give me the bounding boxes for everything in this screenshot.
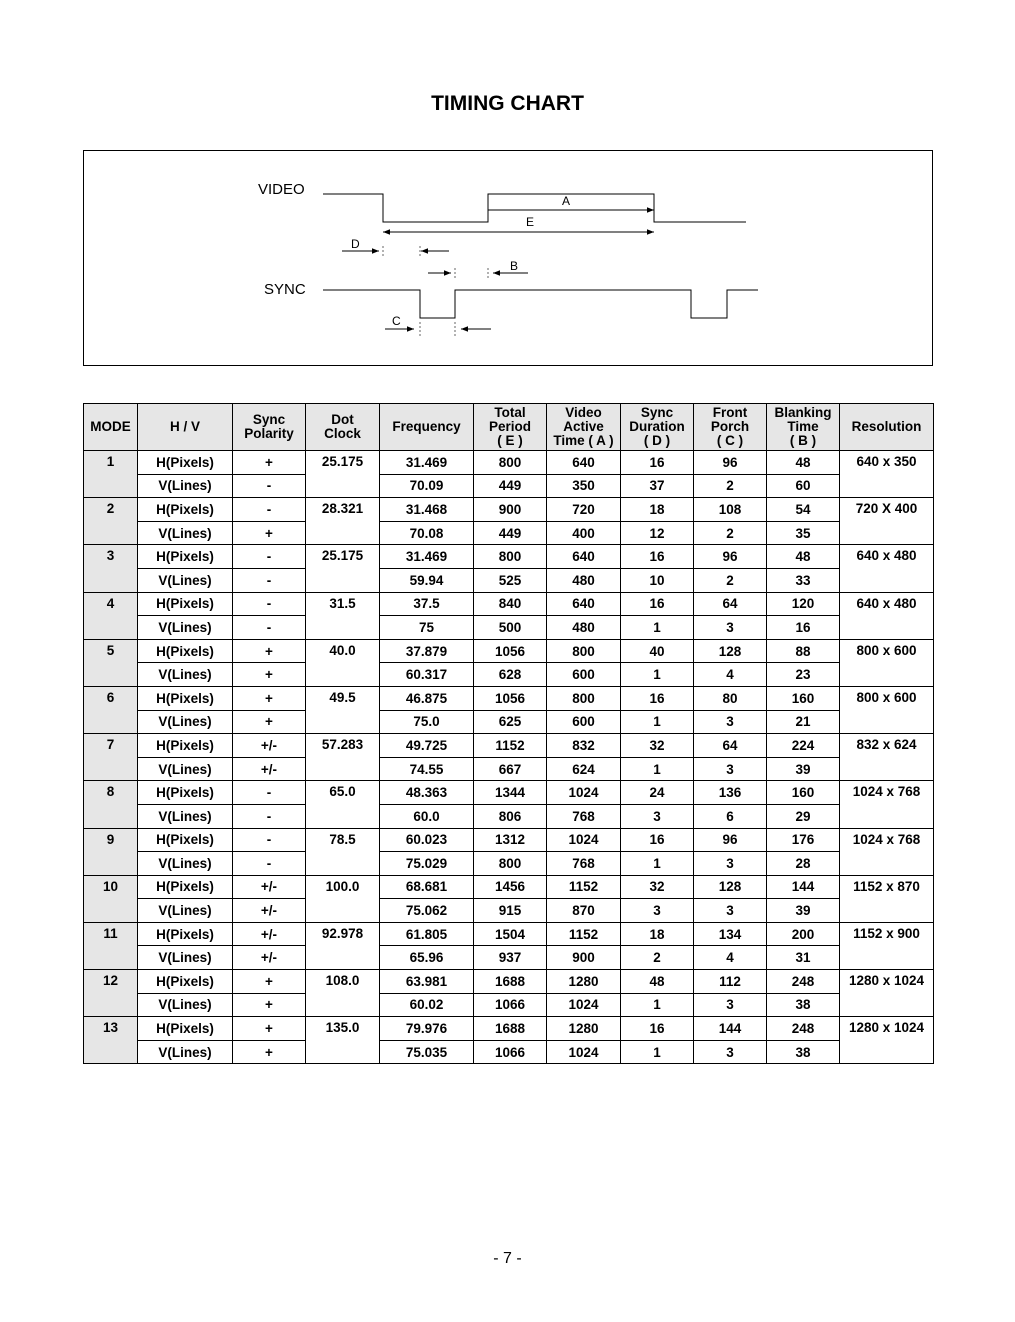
header-total-period: Total Period ( E ) [474,404,547,451]
mode-cell: 7 [84,734,138,781]
total-period-cell: 1688 [474,970,547,994]
frequency-cell: 31.468 [380,498,474,522]
total-period-cell: 1504 [474,922,547,946]
frequency-cell: 49.725 [380,734,474,758]
resolution-cell: 1152 x 870 [840,875,934,922]
hv-cell: V(Lines) [138,946,233,970]
total-period-cell: 1688 [474,1017,547,1041]
front-porch-cell: 128 [694,639,767,663]
table-header-row [84,404,934,451]
label-e: E [526,215,535,229]
polarity-cell: + [233,663,306,687]
front-porch-cell: 3 [694,852,767,876]
total-period-cell: 800 [474,852,547,876]
front-porch-cell: 80 [694,686,767,710]
resolution-cell: 1280 x 1024 [840,1017,934,1064]
blanking-time-cell: 38 [767,993,840,1017]
total-period-cell: 525 [474,568,547,592]
table-row [84,545,934,569]
table-row [84,451,934,475]
page-title: TIMING CHART [431,92,584,115]
timing-diagram [83,150,933,366]
hv-cell: V(Lines) [138,474,233,498]
frequency-cell: 63.981 [380,970,474,994]
sync-duration-cell: 1 [621,710,694,734]
table-row [84,1017,934,1041]
polarity-cell: + [233,451,306,475]
sync-duration-cell: 16 [621,451,694,475]
total-period-cell: 500 [474,616,547,640]
blanking-time-cell: 144 [767,875,840,899]
polarity-cell: + [233,639,306,663]
table-row [84,757,934,781]
hv-cell: H(Pixels) [138,734,233,758]
table-row [84,828,934,852]
video-active-cell: 1152 [547,922,621,946]
front-porch-cell: 96 [694,451,767,475]
mode-cell: 4 [84,592,138,639]
hv-cell: V(Lines) [138,521,233,545]
front-porch-cell: 3 [694,710,767,734]
dot-clock-cell: 28.321 [306,498,380,545]
table-row [84,875,934,899]
dot-clock-cell: 108.0 [306,970,380,1017]
front-porch-cell: 2 [694,474,767,498]
resolution-cell: 832 x 624 [840,734,934,781]
polarity-cell: +/- [233,946,306,970]
video-active-cell: 600 [547,710,621,734]
front-porch-cell: 136 [694,781,767,805]
blanking-time-cell: 248 [767,970,840,994]
total-period-cell: 1056 [474,639,547,663]
table-row [84,474,934,498]
blanking-time-cell: 160 [767,686,840,710]
sync-duration-cell: 1 [621,663,694,687]
front-porch-cell: 128 [694,875,767,899]
hv-cell: V(Lines) [138,1040,233,1064]
table-row [84,1040,934,1064]
total-period-cell: 1056 [474,686,547,710]
blanking-time-cell: 38 [767,1040,840,1064]
label-c: C [392,314,401,328]
video-label: VIDEO [258,181,305,198]
sync-duration-cell: 1 [621,757,694,781]
table-row [84,734,934,758]
table-row [84,521,934,545]
table-row [84,899,934,923]
sync-label: SYNC [264,281,306,298]
dot-clock-cell: 65.0 [306,781,380,828]
video-active-cell: 1024 [547,828,621,852]
video-active-cell: 870 [547,899,621,923]
sync-duration-cell: 40 [621,639,694,663]
frequency-cell: 59.94 [380,568,474,592]
table-row [84,852,934,876]
blanking-time-cell: 120 [767,592,840,616]
total-period-cell: 1066 [474,1040,547,1064]
sync-duration-cell: 18 [621,922,694,946]
video-active-cell: 832 [547,734,621,758]
mode-cell: 3 [84,545,138,592]
header-sync-polarity: Sync Polarity [233,404,306,451]
blanking-time-cell: 176 [767,828,840,852]
blanking-time-cell: 23 [767,663,840,687]
hv-cell: V(Lines) [138,757,233,781]
hv-cell: V(Lines) [138,568,233,592]
total-period-cell: 1344 [474,781,547,805]
sync-duration-cell: 12 [621,521,694,545]
hv-cell: H(Pixels) [138,875,233,899]
video-active-cell: 1280 [547,1017,621,1041]
blanking-time-cell: 33 [767,568,840,592]
hv-cell: V(Lines) [138,710,233,734]
header-blanking-time: Blanking Time ( B ) [767,404,840,451]
resolution-cell: 1024 x 768 [840,781,934,828]
table-row [84,922,934,946]
dot-clock-cell: 49.5 [306,686,380,733]
polarity-cell: +/- [233,734,306,758]
total-period-cell: 625 [474,710,547,734]
front-porch-cell: 6 [694,804,767,828]
polarity-cell: - [233,804,306,828]
sync-duration-cell: 2 [621,946,694,970]
mode-cell: 12 [84,970,138,1017]
front-porch-cell: 3 [694,899,767,923]
resolution-cell: 800 x 600 [840,639,934,686]
frequency-cell: 75.062 [380,899,474,923]
header-mode: MODE [84,404,138,451]
polarity-cell: + [233,710,306,734]
label-b: B [510,259,519,273]
video-active-cell: 640 [547,451,621,475]
header-dot-clock: Dot Clock [306,404,380,451]
blanking-time-cell: 29 [767,804,840,828]
frequency-cell: 60.0 [380,804,474,828]
frequency-cell: 60.317 [380,663,474,687]
polarity-cell: - [233,828,306,852]
resolution-cell: 640 x 480 [840,592,934,639]
label-d: D [351,237,360,251]
hv-cell: H(Pixels) [138,1017,233,1041]
front-porch-cell: 96 [694,828,767,852]
frequency-cell: 37.879 [380,639,474,663]
polarity-cell: - [233,781,306,805]
total-period-cell: 806 [474,804,547,828]
video-active-cell: 1280 [547,970,621,994]
video-active-cell: 800 [547,686,621,710]
mode-cell: 10 [84,875,138,922]
mode-cell: 5 [84,639,138,686]
blanking-time-cell: 160 [767,781,840,805]
hv-cell: H(Pixels) [138,781,233,805]
video-active-cell: 640 [547,592,621,616]
hv-cell: H(Pixels) [138,922,233,946]
video-active-cell: 480 [547,616,621,640]
table-row [84,663,934,687]
total-period-cell: 1456 [474,875,547,899]
polarity-cell: + [233,970,306,994]
sync-duration-cell: 16 [621,1017,694,1041]
polarity-cell: - [233,592,306,616]
frequency-cell: 75.0 [380,710,474,734]
resolution-cell: 1024 x 768 [840,828,934,875]
polarity-cell: +/- [233,922,306,946]
blanking-time-cell: 28 [767,852,840,876]
sync-duration-cell: 1 [621,852,694,876]
dot-clock-cell: 40.0 [306,639,380,686]
resolution-cell: 1280 x 1024 [840,970,934,1017]
total-period-cell: 449 [474,474,547,498]
total-period-cell: 628 [474,663,547,687]
blanking-time-cell: 200 [767,922,840,946]
blanking-time-cell: 16 [767,616,840,640]
frequency-cell: 68.681 [380,875,474,899]
polarity-cell: - [233,616,306,640]
total-period-cell: 915 [474,899,547,923]
total-period-cell: 449 [474,521,547,545]
polarity-cell: - [233,474,306,498]
blanking-time-cell: 39 [767,757,840,781]
resolution-cell: 640 x 350 [840,451,934,498]
frequency-cell: 37.5 [380,592,474,616]
video-active-cell: 800 [547,639,621,663]
frequency-cell: 61.805 [380,922,474,946]
frequency-cell: 74.55 [380,757,474,781]
table-row [84,781,934,805]
hv-cell: H(Pixels) [138,451,233,475]
table-row [84,993,934,1017]
hv-cell: H(Pixels) [138,970,233,994]
sync-duration-cell: 32 [621,734,694,758]
video-active-cell: 600 [547,663,621,687]
dot-clock-cell: 78.5 [306,828,380,875]
frequency-cell: 60.023 [380,828,474,852]
blanking-time-cell: 48 [767,451,840,475]
blanking-time-cell: 48 [767,545,840,569]
video-active-cell: 768 [547,852,621,876]
dot-clock-cell: 135.0 [306,1017,380,1064]
sync-duration-cell: 32 [621,875,694,899]
front-porch-cell: 2 [694,568,767,592]
resolution-cell: 1152 x 900 [840,922,934,969]
blanking-time-cell: 21 [767,710,840,734]
frequency-cell: 75.029 [380,852,474,876]
polarity-cell: +/- [233,757,306,781]
sync-duration-cell: 16 [621,545,694,569]
video-active-cell: 1024 [547,1040,621,1064]
sync-duration-cell: 16 [621,592,694,616]
table-row [84,639,934,663]
front-porch-cell: 4 [694,663,767,687]
video-active-cell: 640 [547,545,621,569]
polarity-cell: + [233,686,306,710]
front-porch-cell: 3 [694,616,767,640]
blanking-time-cell: 35 [767,521,840,545]
blanking-time-cell: 248 [767,1017,840,1041]
sync-duration-cell: 24 [621,781,694,805]
sync-duration-cell: 1 [621,993,694,1017]
video-active-cell: 720 [547,498,621,522]
hv-cell: V(Lines) [138,663,233,687]
dot-clock-cell: 57.283 [306,734,380,781]
sync-duration-cell: 18 [621,498,694,522]
hv-cell: H(Pixels) [138,686,233,710]
total-period-cell: 800 [474,451,547,475]
polarity-cell: - [233,852,306,876]
total-period-cell: 1066 [474,993,547,1017]
polarity-cell: +/- [233,899,306,923]
table-row [84,592,934,616]
resolution-cell: 800 x 600 [840,686,934,733]
polarity-cell: + [233,1017,306,1041]
table-row [84,804,934,828]
frequency-cell: 31.469 [380,545,474,569]
frequency-cell: 70.08 [380,521,474,545]
total-period-cell: 800 [474,545,547,569]
front-porch-cell: 64 [694,592,767,616]
front-porch-cell: 3 [694,1040,767,1064]
front-porch-cell: 4 [694,946,767,970]
polarity-cell: +/- [233,875,306,899]
hv-cell: V(Lines) [138,804,233,828]
polarity-cell: - [233,545,306,569]
sync-duration-cell: 10 [621,568,694,592]
hv-cell: V(Lines) [138,899,233,923]
front-porch-cell: 2 [694,521,767,545]
mode-cell: 9 [84,828,138,875]
front-porch-cell: 3 [694,757,767,781]
dot-clock-cell: 25.175 [306,451,380,498]
blanking-time-cell: 54 [767,498,840,522]
sync-duration-cell: 16 [621,828,694,852]
blanking-time-cell: 39 [767,899,840,923]
front-porch-cell: 108 [694,498,767,522]
video-active-cell: 350 [547,474,621,498]
polarity-cell: + [233,1040,306,1064]
polarity-cell: + [233,521,306,545]
video-active-cell: 480 [547,568,621,592]
mode-cell: 8 [84,781,138,828]
polarity-cell: - [233,498,306,522]
table-row [84,710,934,734]
frequency-cell: 60.02 [380,993,474,1017]
table-row [84,498,934,522]
header-sync-duration: Sync Duration ( D ) [621,404,694,451]
dot-clock-cell: 25.175 [306,545,380,592]
frequency-cell: 31.469 [380,451,474,475]
header-hv: H / V [138,404,233,451]
video-active-cell: 624 [547,757,621,781]
dot-clock-cell: 31.5 [306,592,380,639]
hv-cell: H(Pixels) [138,592,233,616]
video-active-cell: 1024 [547,993,621,1017]
sync-duration-cell: 3 [621,899,694,923]
header-front-porch: Front Porch ( C ) [694,404,767,451]
video-active-cell: 400 [547,521,621,545]
frequency-cell: 65.96 [380,946,474,970]
sync-waveform [323,290,758,318]
resolution-cell: 640 x 480 [840,545,934,592]
timing-table [83,403,934,1064]
hv-cell: H(Pixels) [138,498,233,522]
hv-cell: H(Pixels) [138,545,233,569]
total-period-cell: 840 [474,592,547,616]
frequency-cell: 48.363 [380,781,474,805]
total-period-cell: 1312 [474,828,547,852]
mode-cell: 1 [84,451,138,498]
frequency-cell: 70.09 [380,474,474,498]
blanking-time-cell: 88 [767,639,840,663]
total-period-cell: 900 [474,498,547,522]
hv-cell: V(Lines) [138,852,233,876]
front-porch-cell: 64 [694,734,767,758]
table-row [84,946,934,970]
video-active-cell: 900 [547,946,621,970]
total-period-cell: 667 [474,757,547,781]
sync-duration-cell: 37 [621,474,694,498]
dot-clock-cell: 92.978 [306,922,380,969]
hv-cell: H(Pixels) [138,639,233,663]
video-active-cell: 1152 [547,875,621,899]
diagram-frame [84,151,933,366]
hv-cell: H(Pixels) [138,828,233,852]
frequency-cell: 46.875 [380,686,474,710]
table-row [84,568,934,592]
mode-cell: 2 [84,498,138,545]
sync-duration-cell: 48 [621,970,694,994]
front-porch-cell: 96 [694,545,767,569]
frequency-cell: 79.976 [380,1017,474,1041]
sync-duration-cell: 1 [621,616,694,640]
blanking-time-cell: 31 [767,946,840,970]
mode-cell: 6 [84,686,138,733]
total-period-cell: 937 [474,946,547,970]
video-active-cell: 768 [547,804,621,828]
video-active-cell: 1024 [547,781,621,805]
table-row [84,686,934,710]
total-period-cell: 1152 [474,734,547,758]
hv-cell: V(Lines) [138,616,233,640]
hv-cell: V(Lines) [138,993,233,1017]
resolution-cell: 720 X 400 [840,498,934,545]
sync-duration-cell: 1 [621,1040,694,1064]
frequency-cell: 75 [380,616,474,640]
label-a: A [562,194,571,208]
page-number: - 7 - [493,1250,522,1267]
video-waveform [323,194,746,222]
sync-duration-cell: 3 [621,804,694,828]
front-porch-cell: 3 [694,993,767,1017]
header-video-active: Video Active Time ( A ) [547,404,621,451]
table-row [84,970,934,994]
header-resolution: Resolution [840,404,934,451]
polarity-cell: - [233,568,306,592]
polarity-cell: + [233,993,306,1017]
blanking-time-cell: 224 [767,734,840,758]
table-row [84,616,934,640]
mode-cell: 11 [84,922,138,969]
dot-clock-cell: 100.0 [306,875,380,922]
header-frequency: Frequency [380,404,474,451]
sync-duration-cell: 16 [621,686,694,710]
front-porch-cell: 134 [694,922,767,946]
front-porch-cell: 112 [694,970,767,994]
mode-cell: 13 [84,1017,138,1064]
blanking-time-cell: 60 [767,474,840,498]
frequency-cell: 75.035 [380,1040,474,1064]
front-porch-cell: 144 [694,1017,767,1041]
